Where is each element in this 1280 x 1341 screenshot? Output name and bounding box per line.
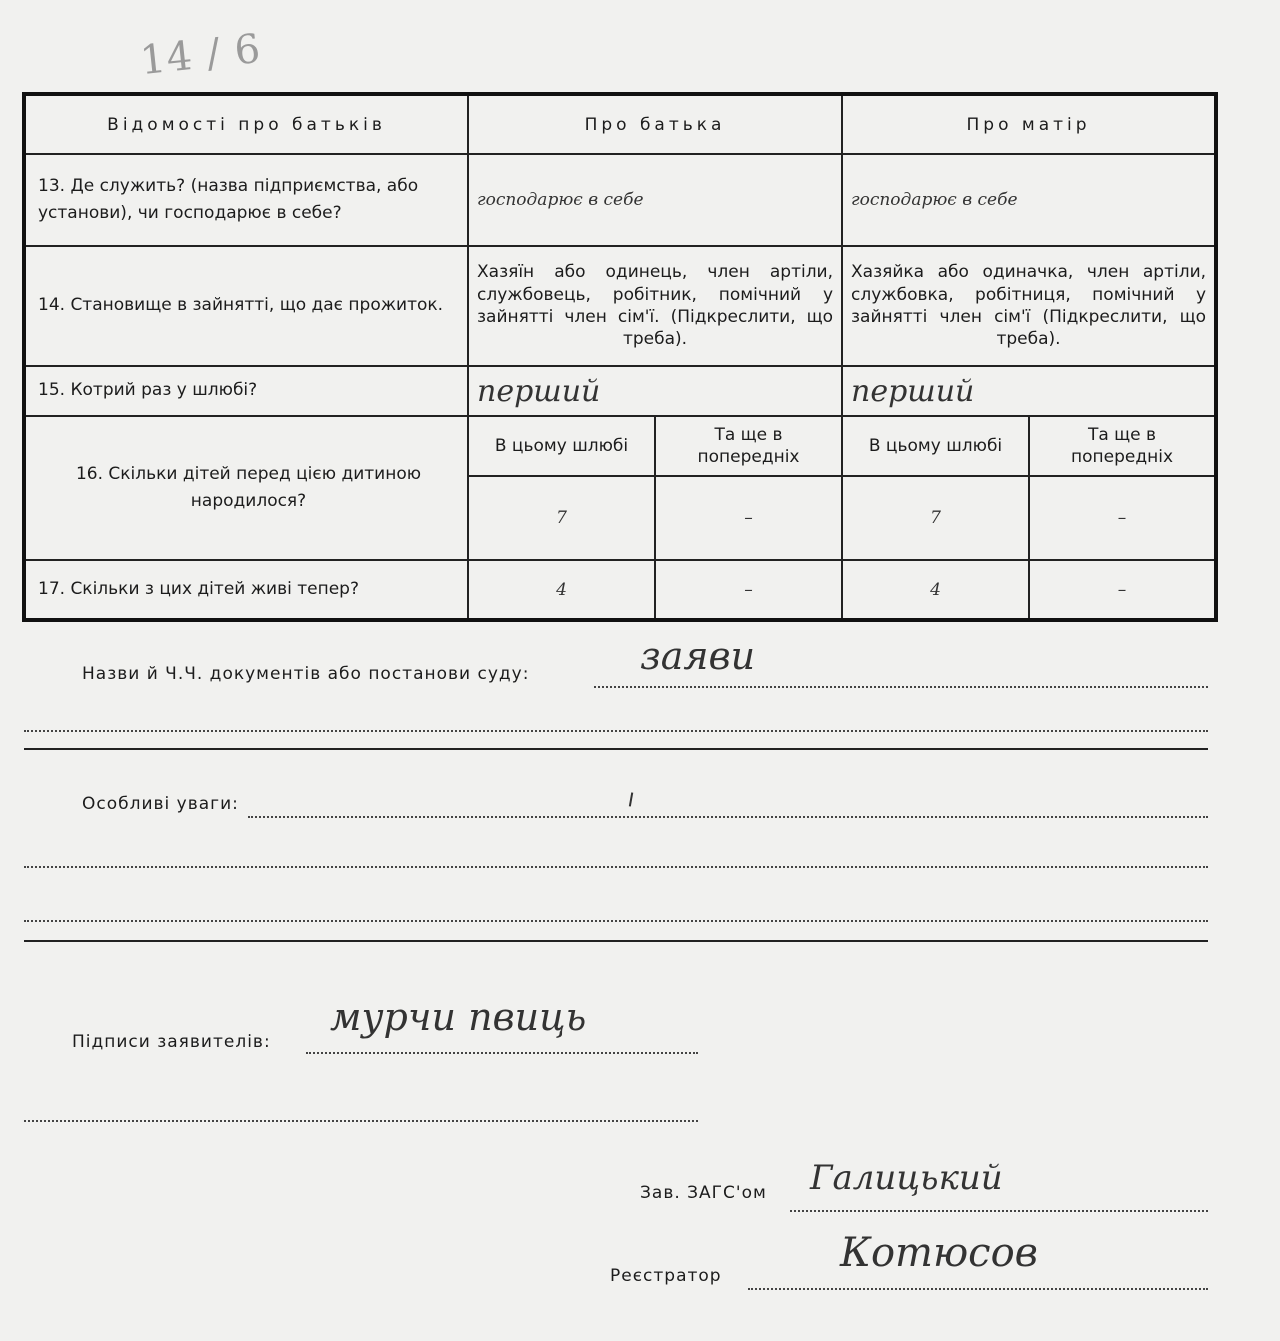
parents-info-table xyxy=(22,92,1218,622)
q15-father-answer: перший xyxy=(468,366,842,416)
notes-label: Особливі уваги: xyxy=(82,794,239,814)
q14-father-options: Хазяїн або одинець, член артіли, службовець, робітник, помічний у зайнятті член сім'ї. (Підкреслити, що треба). xyxy=(468,246,842,366)
q14-label: 14. Становище в зайнятті, що дає прожиток. xyxy=(24,246,468,366)
q15-mother-answer: перший xyxy=(842,366,1216,416)
q17-mother-this: 4 xyxy=(842,560,1029,620)
row-q15 xyxy=(24,366,1216,416)
q16-mother-prev: – xyxy=(1029,476,1216,560)
q17-label: 17. Скільки з цих дітей живі тепер? xyxy=(24,560,468,620)
registrar-signature: Котюсов xyxy=(840,1230,1038,1276)
documents-line-2 xyxy=(24,730,1208,732)
signatures-value: мурчи пвиць xyxy=(330,995,587,1039)
notes-divider xyxy=(24,940,1208,942)
subheader-father-this: В цьому шлюбі xyxy=(468,416,655,476)
subheader-father-prev: Та ще в попередніх xyxy=(655,416,842,476)
zags-head-line xyxy=(790,1210,1208,1212)
header-section: Відомості про батьків xyxy=(24,94,468,154)
q15-label: 15. Котрий раз у шлюбі? xyxy=(24,366,468,416)
header-father: Про батька xyxy=(468,94,842,154)
q16-father-prev: – xyxy=(655,476,842,560)
q17-father-prev: – xyxy=(655,560,842,620)
row-q17 xyxy=(24,560,1216,620)
subheader-mother-prev: Та ще в попередніх xyxy=(1029,416,1216,476)
documents-label: Назви й Ч.Ч. документів або постанови суду: xyxy=(82,664,530,684)
notes-line-1 xyxy=(248,816,1208,818)
q13-label: 13. Де служить? (назва підприємства, або установи), чи господарює в себе? xyxy=(24,154,468,246)
signatures-label: Підписи заявителів: xyxy=(72,1032,271,1052)
documents-divider xyxy=(24,748,1208,750)
row-subheaders xyxy=(24,416,1216,476)
notes-line-2 xyxy=(24,866,1208,868)
q16-label: 16. Скільки дітей перед цією дитиною народилося? xyxy=(24,416,468,560)
documents-value: заяви xyxy=(640,634,756,678)
zags-head-label: Зав. ЗАГС'ом xyxy=(640,1183,767,1203)
row-q14 xyxy=(24,246,1216,366)
subheader-mother-this: В цьому шлюбі xyxy=(842,416,1029,476)
notes-line-3 xyxy=(24,920,1208,922)
q16-father-this: 7 xyxy=(468,476,655,560)
q13-mother-answer: господарює в себе xyxy=(842,154,1216,246)
table-header-row xyxy=(24,94,1216,154)
q16-mother-this: 7 xyxy=(842,476,1029,560)
registrar-line xyxy=(748,1288,1208,1290)
signatures-line xyxy=(306,1052,698,1054)
page-number: 14 / 6 xyxy=(137,25,264,85)
q17-mother-prev: – xyxy=(1029,560,1216,620)
signatures-line-2 xyxy=(24,1120,698,1122)
notes-tick xyxy=(629,792,639,807)
q14-mother-options: Хазяйка або одиначка, член артіли, службовка, робітниця, помічний у зайнятті член сім'ї (Підкреслити, що треба). xyxy=(842,246,1216,366)
q13-father-answer: господарює в себе xyxy=(468,154,842,246)
q17-father-this: 4 xyxy=(468,560,655,620)
header-mother: Про матір xyxy=(842,94,1216,154)
documents-line xyxy=(594,686,1208,688)
zags-head-signature: Галицький xyxy=(810,1158,1003,1198)
registrar-label: Реєстратор xyxy=(610,1266,722,1286)
row-q13 xyxy=(24,154,1216,246)
